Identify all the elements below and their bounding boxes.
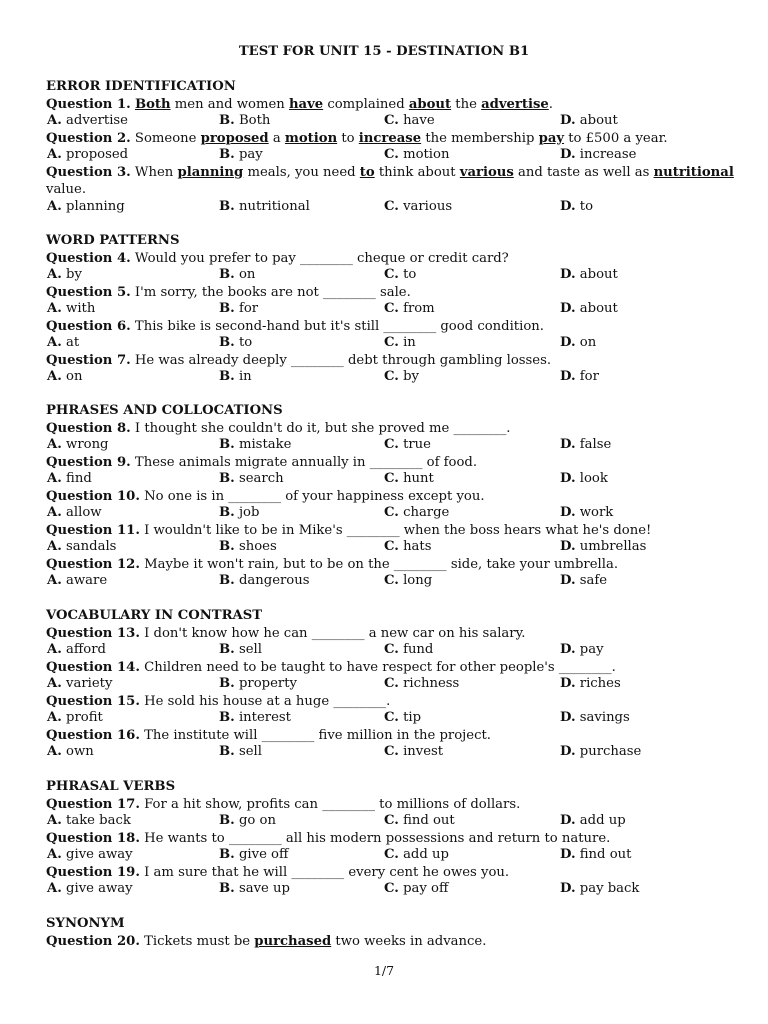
option-text: work (579, 505, 614, 520)
option-text: for (579, 369, 599, 384)
option-d (560, 335, 596, 350)
option-letter: B. (219, 642, 235, 657)
option-letter: D. (560, 573, 576, 588)
question-5-options (47, 301, 737, 318)
option-b (219, 301, 258, 316)
option-text: from (403, 301, 435, 316)
option-d (560, 369, 599, 384)
option-letter: A. (47, 881, 62, 896)
option-text: on (579, 335, 597, 350)
question-13-options (47, 642, 737, 659)
option-letter: B. (219, 539, 235, 554)
option-d (560, 813, 626, 828)
option-letter: C. (384, 471, 399, 486)
option-text: add up (579, 813, 626, 828)
option-text: invest (403, 744, 444, 759)
option-text: find (66, 471, 92, 486)
option-text: find out (403, 813, 455, 828)
option-text: with (66, 301, 96, 316)
option-c (384, 267, 416, 282)
option-text: sell (238, 642, 262, 657)
question-9-options (47, 471, 737, 488)
option-letter: B. (219, 199, 235, 214)
option-a (47, 335, 79, 350)
option-letter: A. (47, 147, 62, 162)
option-c (384, 676, 459, 691)
question-16: Question 16. The institute will ________ five million in the project. (46, 728, 491, 743)
question-10: Question 10. No one is in ________ of your happiness except you. (46, 489, 485, 504)
option-letter: C. (384, 147, 399, 162)
option-text: pay (238, 147, 263, 162)
option-a (47, 539, 116, 554)
option-letter: D. (560, 539, 576, 554)
option-letter: A. (47, 642, 62, 657)
option-b (219, 573, 310, 588)
option-c (384, 113, 435, 128)
option-letter: C. (384, 505, 399, 520)
option-letter: B. (219, 301, 235, 316)
question-19-options (47, 881, 737, 898)
option-a (47, 147, 128, 162)
option-b (219, 676, 297, 691)
option-a (47, 369, 82, 384)
option-letter: C. (384, 881, 399, 896)
option-d (560, 267, 618, 282)
section-heading-synonym: SYNONYM (46, 916, 125, 931)
option-letter: C. (384, 813, 399, 828)
option-letter: D. (560, 813, 576, 828)
option-letter: B. (219, 573, 235, 588)
option-text: fund (403, 642, 434, 657)
question-17: Question 17. For a hit show, profits can ________ to millions of dollars. (46, 797, 521, 812)
option-letter: A. (47, 573, 62, 588)
option-text: wrong (66, 437, 109, 452)
option-text: look (579, 471, 608, 486)
question-17-options (47, 813, 737, 830)
option-text: on (238, 267, 256, 282)
option-letter: C. (384, 539, 399, 554)
question-16-options (47, 744, 737, 761)
option-letter: D. (560, 147, 576, 162)
option-a (47, 505, 102, 520)
question-5: Question 5. I'm sorry, the books are not ________ sale. (46, 285, 411, 300)
option-text: in (403, 335, 416, 350)
option-b (219, 113, 270, 128)
option-text: riches (579, 676, 621, 691)
option-text: search (238, 471, 284, 486)
option-a (47, 676, 112, 691)
option-text: afford (66, 642, 106, 657)
option-text: job (238, 505, 260, 520)
option-letter: D. (560, 710, 576, 725)
page-title: TEST FOR UNIT 15 - DESTINATION B1 (238, 44, 530, 59)
option-b (219, 710, 291, 725)
option-letter: A. (47, 335, 62, 350)
question-4: Question 4. Would you prefer to pay ________ cheque or credit card? (46, 251, 509, 266)
question-10-options (47, 505, 737, 522)
option-text: various (403, 199, 453, 214)
option-letter: B. (219, 267, 235, 282)
question-7: Question 7. He was already deeply ________ debt through gambling losses. (46, 353, 552, 368)
section-heading-error-identification: ERROR IDENTIFICATION (46, 79, 236, 94)
question-1-options (47, 113, 737, 130)
option-c (384, 539, 432, 554)
option-text: about (579, 113, 618, 128)
option-b (219, 267, 255, 282)
question-15-options (47, 710, 737, 727)
option-text: for (238, 301, 259, 316)
option-text: find out (579, 847, 632, 862)
option-d (560, 301, 618, 316)
question-12-options (47, 573, 737, 590)
option-b (219, 813, 276, 828)
option-b (219, 744, 262, 759)
option-text: to (403, 267, 417, 282)
option-text: planning (66, 199, 125, 214)
option-text: in (238, 369, 252, 384)
option-c (384, 199, 452, 214)
question-3-options (47, 199, 737, 216)
option-text: on (66, 369, 83, 384)
option-text: safe (579, 573, 608, 588)
question-15: Question 15. He sold his house at a huge ________. (46, 694, 391, 709)
option-text: aware (66, 573, 108, 588)
option-letter: B. (219, 505, 235, 520)
option-d (560, 642, 604, 657)
option-d (560, 573, 607, 588)
question-11: Question 11. I wouldn't like to be in Mike's ________ when the boss hears what he's done! (46, 523, 652, 538)
option-text: pay (579, 642, 604, 657)
option-text: hats (403, 539, 432, 554)
option-text: interest (238, 710, 291, 725)
option-letter: B. (219, 710, 235, 725)
question-4-options (47, 267, 737, 284)
question-20: Question 20. Tickets must be purchased two weeks in advance. (46, 934, 487, 949)
option-text: motion (403, 147, 450, 162)
option-letter: C. (384, 199, 399, 214)
option-a (47, 847, 133, 862)
option-a (47, 471, 92, 486)
option-letter: B. (219, 471, 235, 486)
option-letter: A. (47, 676, 62, 691)
option-d (560, 113, 618, 128)
option-letter: A. (47, 710, 62, 725)
page-number: 1/7 (373, 963, 395, 978)
option-letter: A. (47, 301, 62, 316)
option-text: sandals (66, 539, 117, 554)
option-d (560, 199, 593, 214)
option-text: long (403, 573, 433, 588)
option-a (47, 813, 131, 828)
question-7-options (47, 369, 737, 386)
option-text: profit (66, 710, 103, 725)
option-text: advertise (66, 113, 128, 128)
option-letter: A. (47, 471, 62, 486)
option-text: true (403, 437, 431, 452)
option-letter: B. (219, 335, 235, 350)
option-c (384, 573, 432, 588)
option-letter: C. (384, 642, 399, 657)
option-letter: C. (384, 573, 399, 588)
option-letter: A. (47, 847, 62, 862)
option-text: hunt (403, 471, 434, 486)
option-text: about (579, 267, 618, 282)
question-9: Question 9. These animals migrate annually in ________ of food. (46, 455, 478, 470)
option-letter: C. (384, 335, 399, 350)
option-letter: B. (219, 676, 235, 691)
option-letter: D. (560, 369, 576, 384)
option-a (47, 573, 107, 588)
option-d (560, 847, 631, 862)
option-c (384, 437, 431, 452)
option-a (47, 267, 82, 282)
option-text: richness (403, 676, 460, 691)
option-letter: C. (384, 369, 399, 384)
option-b (219, 335, 252, 350)
option-letter: D. (560, 676, 576, 691)
question-3: Question 3. When planning meals, you need to think about various and taste as well as nutritional value. (46, 165, 734, 197)
question-14-options (47, 676, 737, 693)
option-b (219, 199, 310, 214)
section-heading-vocabulary-in-contrast: VOCABULARY IN CONTRAST (46, 608, 263, 623)
option-text: give away (66, 881, 133, 896)
option-b (219, 505, 259, 520)
option-letter: D. (560, 847, 576, 862)
option-text: savings (579, 710, 630, 725)
option-d (560, 505, 613, 520)
option-text: give away (66, 847, 133, 862)
option-b (219, 471, 284, 486)
option-c (384, 147, 449, 162)
option-d (560, 710, 630, 725)
question-18: Question 18. He wants to ________ all his modern possessions and return to nature. (46, 831, 611, 846)
question-6-options (47, 335, 737, 352)
option-text: go on (238, 813, 276, 828)
option-c (384, 642, 433, 657)
option-c (384, 369, 419, 384)
option-letter: C. (384, 301, 399, 316)
option-text: by (403, 369, 419, 384)
option-b (219, 539, 277, 554)
option-text: false (579, 437, 612, 452)
option-letter: D. (560, 505, 576, 520)
option-text: add up (403, 847, 449, 862)
option-text: Both (238, 113, 271, 128)
section-heading-phrases-and-collocations: PHRASES AND COLLOCATIONS (46, 403, 283, 418)
option-text: allow (66, 505, 102, 520)
option-text: to (238, 335, 253, 350)
option-letter: A. (47, 539, 62, 554)
option-letter: D. (560, 267, 576, 282)
option-c (384, 471, 434, 486)
question-6: Question 6. This bike is second-hand but it's still ________ good condition. (46, 319, 544, 334)
question-12: Question 12. Maybe it won't rain, but to be on the ________ side, take your umbrella. (46, 557, 619, 572)
option-letter: C. (384, 744, 399, 759)
option-letter: D. (560, 471, 576, 486)
option-d (560, 539, 646, 554)
question-2: Question 2. Someone proposed a motion to increase the membership pay to £500 a year. (46, 131, 668, 146)
option-text: shoes (238, 539, 277, 554)
question-2-options (47, 147, 737, 164)
option-text: give off (238, 847, 289, 862)
option-a (47, 744, 94, 759)
option-text: purchase (579, 744, 642, 759)
option-b (219, 147, 263, 162)
option-d (560, 676, 621, 691)
option-letter: D. (560, 744, 576, 759)
option-text: pay back (579, 881, 640, 896)
option-text: take back (66, 813, 131, 828)
option-text: increase (579, 147, 637, 162)
option-d (560, 437, 611, 452)
option-letter: B. (219, 113, 235, 128)
option-b (219, 881, 290, 896)
option-a (47, 437, 109, 452)
option-b (219, 847, 288, 862)
option-text: have (403, 113, 435, 128)
option-letter: D. (560, 199, 576, 214)
option-b (219, 642, 262, 657)
option-b (219, 369, 252, 384)
option-letter: C. (384, 676, 399, 691)
option-c (384, 813, 455, 828)
option-text: at (66, 335, 80, 350)
option-c (384, 710, 421, 725)
option-text: save up (238, 881, 290, 896)
option-text: dangerous (238, 573, 310, 588)
option-text: property (238, 676, 297, 691)
option-text: charge (403, 505, 450, 520)
option-text: mistake (238, 437, 292, 452)
option-letter: A. (47, 267, 62, 282)
option-text: umbrellas (579, 539, 647, 554)
option-c (384, 335, 416, 350)
question-11-options (47, 539, 737, 556)
option-text: about (579, 301, 618, 316)
option-letter: B. (219, 813, 235, 828)
option-letter: B. (219, 437, 235, 452)
option-letter: C. (384, 267, 399, 282)
option-letter: D. (560, 437, 576, 452)
question-18-options (47, 847, 737, 864)
option-letter: A. (47, 113, 62, 128)
option-text: proposed (66, 147, 129, 162)
option-letter: A. (47, 369, 62, 384)
option-text: variety (66, 676, 113, 691)
option-letter: A. (47, 744, 62, 759)
option-letter: B. (219, 847, 235, 862)
option-letter: D. (560, 113, 576, 128)
option-letter: C. (384, 710, 399, 725)
option-c (384, 744, 443, 759)
option-c (384, 301, 435, 316)
option-c (384, 847, 449, 862)
section-heading-word-patterns: WORD PATTERNS (46, 233, 180, 248)
option-letter: C. (384, 437, 399, 452)
option-text: tip (403, 710, 422, 725)
question-1: Question 1. Both men and women have complained about the advertise. (46, 97, 553, 112)
option-c (384, 505, 449, 520)
option-letter: B. (219, 147, 235, 162)
option-a (47, 199, 125, 214)
question-13: Question 13. I don't know how he can ________ a new car on his salary. (46, 626, 526, 641)
option-c (384, 881, 448, 896)
section-heading-phrasal-verbs: PHRASAL VERBS (46, 779, 176, 794)
option-letter: A. (47, 813, 62, 828)
option-text: own (66, 744, 94, 759)
option-d (560, 147, 636, 162)
option-letter: A. (47, 199, 62, 214)
option-text: to (579, 199, 594, 214)
option-letter: D. (560, 881, 576, 896)
question-14: Question 14. Children need to be taught to have respect for other people's ________. (46, 660, 616, 675)
option-letter: D. (560, 335, 576, 350)
option-letter: C. (384, 847, 399, 862)
option-a (47, 301, 95, 316)
option-a (47, 642, 106, 657)
question-8-options (47, 437, 737, 454)
option-text: nutritional (238, 199, 310, 214)
option-a (47, 710, 103, 725)
option-text: by (66, 267, 82, 282)
option-a (47, 881, 133, 896)
option-a (47, 113, 128, 128)
option-text: pay off (403, 881, 449, 896)
question-8: Question 8. I thought she couldn't do it, but she proved me ________. (46, 421, 511, 436)
option-d (560, 881, 639, 896)
option-letter: B. (219, 744, 235, 759)
option-letter: A. (47, 505, 62, 520)
option-d (560, 744, 641, 759)
option-letter: C. (384, 113, 399, 128)
option-letter: A. (47, 437, 62, 452)
option-b (219, 437, 291, 452)
option-d (560, 471, 608, 486)
option-letter: D. (560, 642, 576, 657)
option-letter: B. (219, 369, 235, 384)
option-text: sell (238, 744, 262, 759)
question-19: Question 19. I am sure that he will ________ every cent he owes you. (46, 865, 510, 880)
option-letter: B. (219, 881, 235, 896)
option-letter: D. (560, 301, 576, 316)
